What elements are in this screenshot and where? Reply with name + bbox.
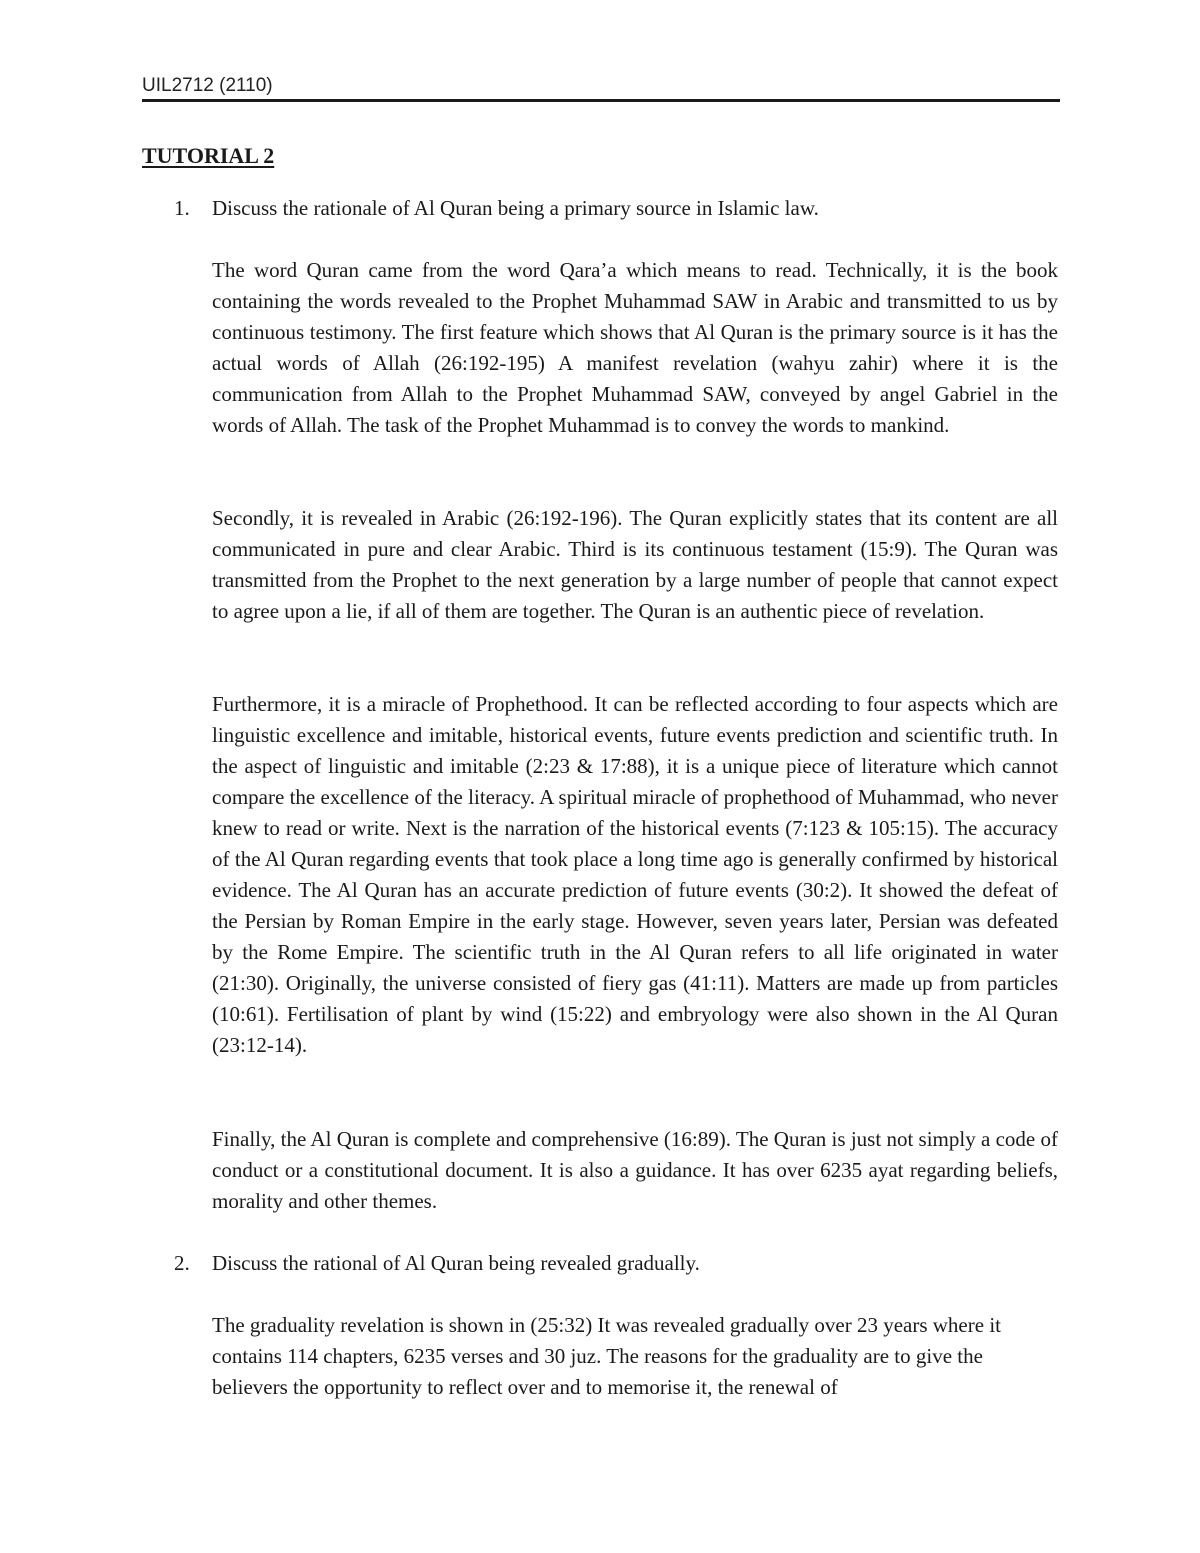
answer-1-paragraph-1: The word Quran came from the word Qara’a which means to read. Technically, it is the book containing the words revealed to the Prophet Muhammad SAW in Arabic and transmitted to us by continuous testimony. The first feature which shows that Al Quran is the primary source is it has the actual words of Allah (26:192-195) A manifest revelation (wahyu zahir) where it is the communication from Allah to the Prophet Muhammad SAW, conveyed by angel Gabriel in the words of Allah. The task of the Prophet Muhammad is to convey the words to mankind. [212,258,1058,437]
answer-1-paragraph-4: Finally, the Al Quran is complete and comprehensive (16:89). The Quran is just not simply a code of conduct or a constitutional document. It is also a guidance. It has over 6235 ayat regarding beliefs, morality and other themes. [212,1127,1058,1213]
question-1-number: 1. [174,196,190,220]
question-2-number: 2. [174,1251,190,1275]
question-1-text: Discuss the rationale of Al Quran being a primary source in Islamic law. [212,196,819,220]
course-code-header: UIL2712 (2110) [142,75,273,96]
question-2-text: Discuss the rational of Al Quran being revealed gradually. [212,1251,700,1275]
header-divider [142,99,1060,102]
tutorial-title: TUTORIAL 2 [142,143,275,168]
answer-1-paragraph-3: Furthermore, it is a miracle of Prophethood. It can be reflected according to four aspects which are linguistic excellence and imitable, historical events, future events prediction and scientific truth. In the aspect of linguistic and imitable (2:23 & 17:88), it is a unique piece of literature which cannot compare the excellence of the literacy. A spiritual miracle of prophethood of Muhammad, who never knew to read or write. Next is the narration of the historical events (7:123 & 105:15). The accuracy of the Al Quran regarding events that took place a long time ago is generally confirmed by historical evidence. The Al Quran has an accurate prediction of future events (30:2). It showed the defeat of the Persian by Roman Empire in the early stage. However, seven years later, Persian was defeated by the Rome Empire. The scientific truth in the Al Quran refers to all life originated in water (21:30). Originally, the universe consisted of fiery gas (41:11). Matters are made up from particles (10:61). Fertilisation of plant by wind (15:22) and embryology were also shown in the Al Quran (23:12-14). [212,692,1058,1057]
answer-2-paragraph-1: The graduality revelation is shown in (25:32) It was revealed gradually over 23 years where it contains 114 chapters, 6235 verses and 30 juz. The reasons for the graduality are to give the believers the opportunity to reflect over and to memorise it, the renewal of [212,1313,1001,1399]
answer-1-paragraph-2: Secondly, it is revealed in Arabic (26:192-196). The Quran explicitly states that its content are all communicated in pure and clear Arabic. Third is its continuous testament (15:9). The Quran was transmitted from the Prophet to the next generation by a large number of people that cannot expect to agree upon a lie, if all of them are together. The Quran is an authentic piece of revelation. [212,506,1058,623]
